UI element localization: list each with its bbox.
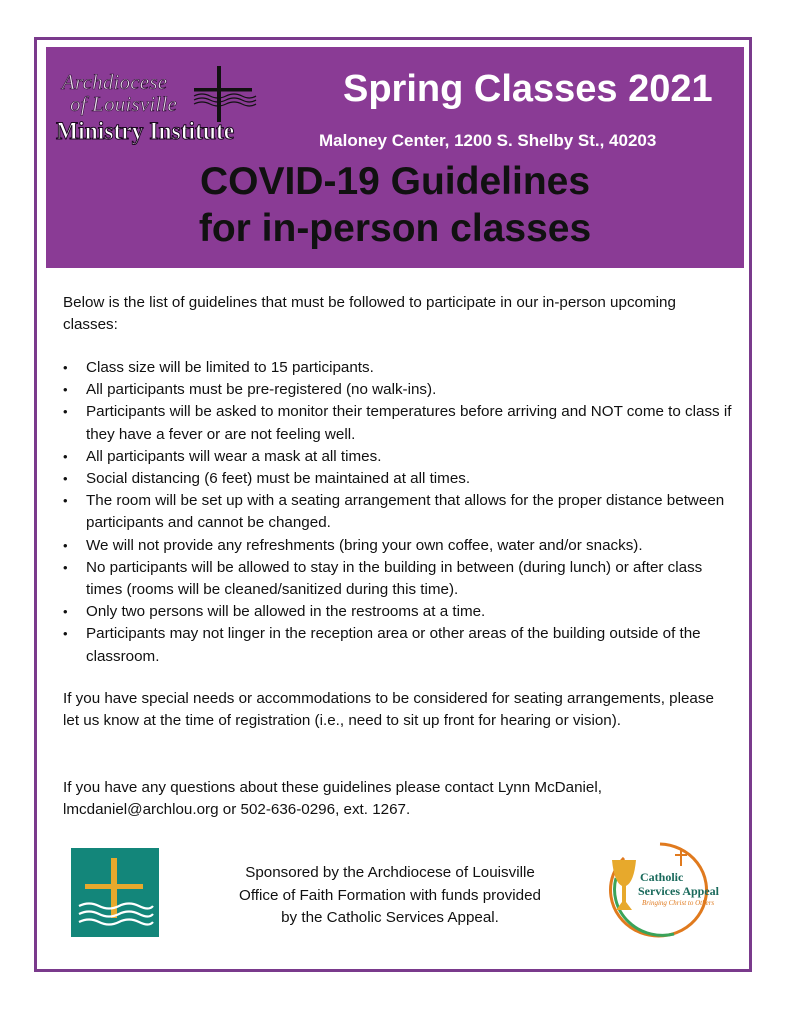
bullet-icon: • bbox=[63, 604, 68, 620]
guidelines-heading bbox=[46, 158, 744, 252]
bullet-icon: • bbox=[63, 537, 68, 553]
list-item bbox=[63, 623, 735, 667]
list-item-text: Participants may not linger in the reception area or other areas of the building outside of the classroom. bbox=[86, 625, 701, 665]
bullet-icon: • bbox=[63, 404, 68, 420]
bullet-icon: • bbox=[63, 360, 68, 375]
list-item bbox=[63, 357, 735, 379]
list-item bbox=[63, 601, 735, 623]
list-item-text: We will not provide any refreshments (bring your own coffee, water and/or snacks). bbox=[86, 536, 643, 554]
ministry-institute-logo bbox=[54, 62, 276, 150]
sponsor-line-2: Office of Faith Formation with funds provided bbox=[239, 886, 541, 904]
csa-text-catholic: Catholic bbox=[640, 870, 684, 884]
logo-text-ministry-institute: Ministry Institute bbox=[56, 118, 235, 145]
list-item-text: The room will be set up with a seating arrangement that allows for the proper distance between participants and cannot be changed. bbox=[86, 492, 725, 532]
logo-text-archdiocese: Archdiocese bbox=[62, 70, 168, 94]
list-item bbox=[63, 379, 735, 401]
csa-tagline: Bringing Christ to Others bbox=[642, 899, 715, 907]
list-item-text: All participants must be pre-registered (no walk-ins). bbox=[86, 381, 437, 399]
contact-paragraph: If you have any questions about these guidelines please contact Lynn McDaniel, lmcdaniel@archlou.org or 502-636-0296, ext. 1267. bbox=[63, 779, 602, 818]
list-item bbox=[63, 535, 735, 557]
location-text: Maloney Center, 1200 S. Shelby St., 40203 bbox=[319, 131, 657, 150]
cross-icon bbox=[190, 66, 260, 122]
list-item-text: Social distancing (6 feet) must be maintained at all times. bbox=[86, 470, 471, 488]
bullet-icon: • bbox=[63, 559, 68, 575]
cross-waves-icon bbox=[71, 848, 159, 937]
page-title: Spring Classes 2021 bbox=[343, 68, 713, 110]
list-item bbox=[63, 490, 735, 534]
list-item bbox=[63, 468, 735, 490]
sponsor-line-1: Sponsored by the Archdiocese of Louisville bbox=[245, 864, 535, 881]
bullet-icon: • bbox=[63, 626, 68, 642]
list-item bbox=[63, 401, 735, 445]
bullet-icon: • bbox=[63, 493, 68, 509]
special-needs-paragraph: If you have special needs or accommodations to be considered for seating arrangements, please let us know at the time of registration (i.e., need to sit up front for hearing or vision). bbox=[63, 690, 714, 729]
intro-paragraph: Below is the list of guidelines that must be followed to participate in our in-person upcoming classes: bbox=[63, 294, 676, 333]
list-item-text: All participants will wear a mask at all times. bbox=[86, 447, 382, 465]
guidelines-heading-line2: for in-person classes bbox=[198, 207, 592, 250]
list-item-text: No participants will be allowed to stay in the building in between (during lunch) or after class times (rooms will be cleaned/sanitized during this time). bbox=[86, 558, 703, 599]
sponsor-text bbox=[205, 862, 575, 930]
list-item-text: Class size will be limited to 15 participants. bbox=[86, 359, 374, 376]
guidelines-list bbox=[63, 357, 735, 668]
bullet-icon: • bbox=[63, 448, 68, 464]
logo-text-of-louisville: of Louisville bbox=[70, 92, 178, 116]
guidelines-heading-line1: COVID-19 Guidelines bbox=[199, 160, 591, 203]
bullet-icon: • bbox=[63, 382, 68, 398]
bullet-icon: • bbox=[63, 471, 68, 487]
csa-text-services-appeal: Services Appeal bbox=[638, 884, 719, 898]
list-item-text: Only two persons will be allowed in the restrooms at a time. bbox=[86, 603, 486, 621]
list-item-text: Participants will be asked to monitor their temperatures before arriving and NOT come to class if they have a fever or are not feeling well. bbox=[86, 403, 732, 443]
list-item bbox=[63, 557, 735, 601]
catholic-services-appeal-logo bbox=[604, 838, 719, 942]
sponsor-line-3: by the Catholic Services Appeal. bbox=[281, 909, 499, 926]
list-item bbox=[63, 446, 735, 468]
